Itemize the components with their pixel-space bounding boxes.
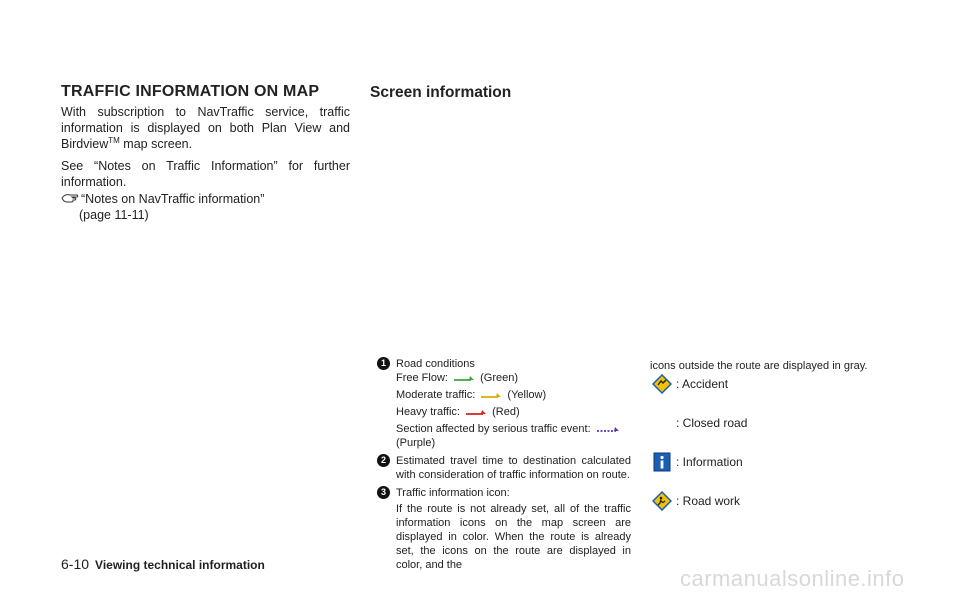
- item-title: Traffic information icon:: [396, 487, 510, 499]
- list-item-travel-time: [377, 454, 631, 482]
- section-heading-screen-information: Screen information: [370, 84, 512, 101]
- red-label: (Red): [492, 406, 520, 418]
- reference-page: (page 11-11): [79, 208, 149, 222]
- legend-label: : Information: [676, 455, 743, 469]
- item-text: Estimated travel time to destination calculated with consideration of traffic information on route.: [396, 455, 631, 481]
- red-arrow-icon: [465, 408, 487, 416]
- traffic-info-body: [61, 104, 350, 223]
- heavy-row: [396, 405, 631, 419]
- information-icon: [652, 452, 672, 472]
- page-number: 6-10: [61, 556, 90, 572]
- watermark: carmanualsonline.info: [680, 566, 905, 591]
- pointing-hand-icon: [61, 192, 79, 204]
- trademark-superscript: TM: [108, 135, 120, 145]
- footer-title: Viewing technical information: [95, 558, 265, 572]
- callout-number: 1: [377, 357, 390, 370]
- traffic-info-paragraph: [61, 104, 350, 152]
- list-item-traffic-icon: [377, 486, 631, 572]
- see-notes-paragraph: See “Notes on Traffic Information” for further information.: [61, 159, 350, 189]
- accident-icon: [652, 374, 672, 394]
- legend-label: : Road work: [676, 494, 741, 508]
- reference-title: “Notes on NavTraffic information”: [81, 192, 265, 206]
- green-label: (Green): [480, 372, 518, 384]
- road-work-icon: [652, 491, 672, 511]
- purple-arrow-icon: [596, 425, 620, 433]
- legend-label: : Closed road: [676, 416, 748, 430]
- free-flow-label: Free Flow:: [396, 372, 448, 384]
- page-footer: [61, 556, 265, 572]
- item-text: If the route is not already set, all of the traffic information icons on the map screen are displayed in color. When the route is already set, the icons on the route are displayed in color, and the: [396, 503, 631, 571]
- moderate-label: Moderate traffic:: [396, 389, 476, 401]
- section-row: [396, 422, 631, 436]
- yellow-label: (Yellow): [507, 389, 547, 401]
- yellow-arrow-icon: [480, 391, 502, 399]
- callout-number: 2: [377, 454, 390, 467]
- section-label: Section affected by serious traffic event:: [396, 423, 591, 435]
- paragraph-text: With subscription to NavTraffic service, traffic information is displayed on both Plan View and Birdview: [61, 105, 350, 151]
- screen-info-list: [377, 357, 631, 576]
- closed-road-icon: [652, 413, 672, 433]
- cross-reference: [61, 191, 350, 223]
- section-heading-traffic-information: TRAFFIC INFORMATION ON MAP: [61, 83, 320, 100]
- item-title: Road conditions: [396, 358, 475, 370]
- green-arrow-icon: [453, 374, 475, 382]
- continuation-text: icons outside the route are displayed in gray.: [650, 360, 868, 372]
- callout-number: 3: [377, 486, 390, 499]
- paragraph-text-end: map screen.: [119, 137, 193, 151]
- purple-label: (Purple): [396, 437, 436, 449]
- heavy-label: Heavy traffic:: [396, 406, 460, 418]
- free-flow-row: [396, 371, 631, 385]
- legend-label: : Accident: [676, 377, 729, 391]
- moderate-row: [396, 388, 631, 402]
- list-item-road-conditions: [377, 357, 631, 450]
